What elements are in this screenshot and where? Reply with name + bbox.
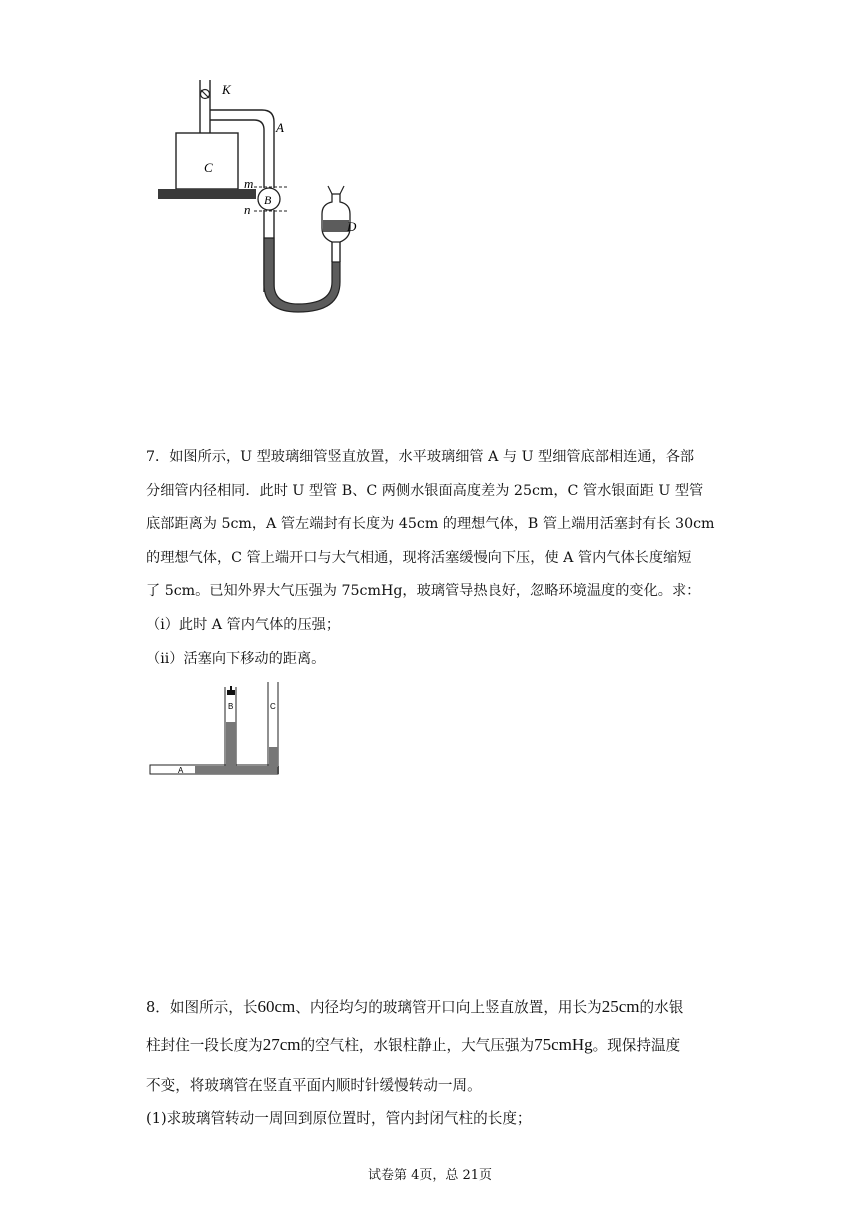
problem-7-question-i: （i）此时 A 管内气体的压强； bbox=[146, 617, 341, 633]
label-m: m bbox=[244, 176, 254, 191]
problem-8-line-2: 柱封住一段长度为27cm的空气柱，水银柱静止，大气压强为75cmHg。现保持温度 bbox=[146, 1035, 681, 1054]
problem-8-line-1: 8．如图所示，长60cm、内径均匀的玻璃管开口向上竖直放置，用长为25cm的水银 bbox=[146, 997, 684, 1016]
u-tube-figure bbox=[148, 682, 288, 782]
label-K: K bbox=[222, 82, 231, 97]
label-B: B bbox=[228, 702, 234, 711]
problem-7-line-2: 分细管内径相同．此时 U 型管 B、C 两侧水银面高度差为 25cm，C 管水银面距 U 型管 bbox=[146, 483, 704, 499]
problem-7-line-4: 的理想气体，C 管上端开口与大气相通，现将活塞缓慢向下压，使 A 管内气体长度缩短 bbox=[146, 550, 692, 566]
problem-8-question-1: (1)求玻璃管转动一周回到原位置时，管内封闭气柱的长度； bbox=[146, 1110, 532, 1127]
apparatus-figure-1 bbox=[150, 70, 380, 320]
label-C: C bbox=[204, 160, 213, 175]
problem-8-line-3: 不变，将玻璃管在竖直平面内顺时针缓慢转动一周。 bbox=[146, 1077, 482, 1094]
label-C: C bbox=[270, 702, 276, 711]
air-column-length: 27cm bbox=[262, 1035, 301, 1054]
problem-7-line-1: 7．如图所示，U 型玻璃细管竖直放置，水平玻璃细管 A 与 U 型细管底部相连通，各部 bbox=[146, 449, 695, 465]
mercury-length: 25cm bbox=[601, 997, 640, 1016]
label-A: A bbox=[276, 120, 284, 135]
page-footer: 试卷第 4页，总 21页 bbox=[367, 1168, 493, 1183]
label-B: B bbox=[264, 193, 272, 207]
label-A: A bbox=[178, 766, 184, 775]
label-n: n bbox=[244, 202, 251, 217]
tube-length: 60cm bbox=[257, 997, 296, 1016]
problem-7-question-ii: （ii）活塞向下移动的距离。 bbox=[146, 651, 326, 667]
atmospheric-pressure: 75cmHg bbox=[534, 1035, 593, 1054]
problem-7-line-3: 底部距离为 5cm，A 管左端封有长度为 45cm 的理想气体，B 管上端用活塞封有长 30cm bbox=[146, 516, 715, 532]
problem-7-line-5: 了 5cm。已知外界大气压强为 75cmHg，玻璃管导热良好，忽略环境温度的变化。求： bbox=[146, 583, 701, 599]
label-D: D bbox=[347, 219, 357, 234]
